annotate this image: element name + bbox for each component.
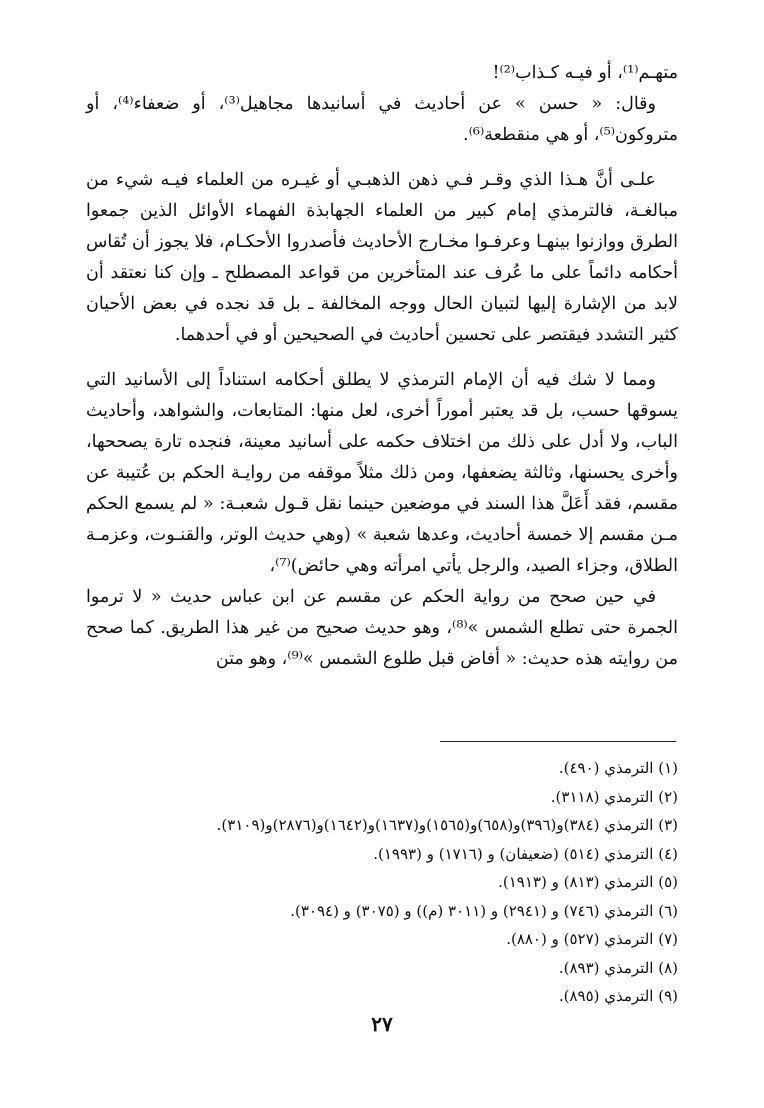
- footnote-1: (١) الترمذي (٤٩٠).: [558, 759, 678, 777]
- footnote-7: (٧) الترمذي (٥٢٧) و (٨٨٠).: [506, 930, 678, 948]
- footnote-2: (٢) الترمذي (٣١١٨).: [550, 787, 678, 806]
- paragraph-5: في حين صحح من رواية الحكم عن مقسم عن ابن عباس حديث « لا ترموا الجمرة حتى تطلع الشمس »⁽⁸⁾، وهو حديث صحيح من غير هذا الطريق. كما صحح من روايته هذه حديث: « أفاض قبل طلوع الشمس »⁽⁹⁾، وهو متن: [86, 587, 678, 669]
- footnote-3: (٣) الترمذي (٣٨٤)و(٣٩٦)و(٦٥٨)و(١٥٦٥)و(١٦٣٧)و(١٦٤٢)و(٢٨٧٦)و(٣١٠٩).: [216, 816, 678, 834]
- page-number: ٢٧: [371, 1012, 393, 1036]
- footnote-4: (٤) الترمذي (٥١٤) (ضعيفان) و (١٧١٦) و (١٩٩٣).: [373, 844, 678, 863]
- paragraph-4: ومما لا شك فيه أن الإمام الترمذي لا يطلق أحكامه استناداً إلى الأسانيد التي يسوقها حسب، بل قد يعتبر أموراً أخرى، لعل منها: المتابعات، والشواهد، وأحاديث الباب، ولا أدل على ذلك من اختلاف حكمه على أسانيد معينة، فنجده تارة يصححها، وأخرى يحسنها، وثالثة يضعفها، ومن ذلك مثلاً موقفه من روايـة الحكم بن عُتيبة عن مقسم، فقد أَعَلَّ هذا السند في موضعين حينما نقل قـول شعبـة: « لم يسمع الحكم مـن مقسم إلا خمسة أحاديث، وعدها شعبة » (وهي حديث الوتر، والقنـوت، وعزمـة الطلاق، وجزاء الصيد، والرجل يأتي امرأته وهي حائض)⁽⁷⁾،: [86, 370, 678, 576]
- footnotes: [86, 754, 678, 1011]
- footnote-5: (٥) الترمذي (٨١٣) و (١٩١٣).: [498, 873, 678, 891]
- paragraph-1: متهـم⁽¹⁾، أو فيـه كـذاب⁽²⁾!: [492, 63, 678, 83]
- footnote-6: (٦) الترمذي (٧٤٦) و (٢٩٤١) و (٣٠١١ (م)) و (٣٠٧٥) و (٣٠٩٤).: [290, 901, 678, 920]
- footnote-divider: [440, 741, 676, 742]
- body-text: [86, 58, 678, 675]
- footnote-9: (٩) الترمذي (٨٩٥).: [558, 987, 678, 1005]
- paragraph-3: علـى أنَّ هـذا الذي وقـر فـي ذهن الذهبـي أو غيـره من العلماء فيـه شيء من مبالغـة، فالترمذي إمام كبير من العلماء الجهابذة الفهماء الأوائل الذين جمعوا الطرق ووازنوا بينهـا وعرفـوا مخـارج الأحاديث فأصدروا الأحكـام، فلا يجوز أن تُقاس أحكامه دائماً على ما عُرف عند المتأخرين من قواعد المصطلح ـ وإن كنا نعتقد أن لابد من الإشارة إليها لتبيان الحال ووجه المخالفة ـ بل قد نجده في بعض الأحيان كثير التشدد فيقتصر على تحسين أحاديث في الصحيحين أو في أحدهما.: [86, 170, 678, 345]
- footnote-8: (٨) الترمذي (٨٩٣).: [558, 958, 678, 977]
- paragraph-2: وقال: « حسن » عن أحاديث في أسانيدها مجاهيل⁽³⁾، أو ضعفاء⁽⁴⁾، أو متروكون⁽⁵⁾، أو هي منقطعة⁽⁶⁾.: [86, 94, 678, 145]
